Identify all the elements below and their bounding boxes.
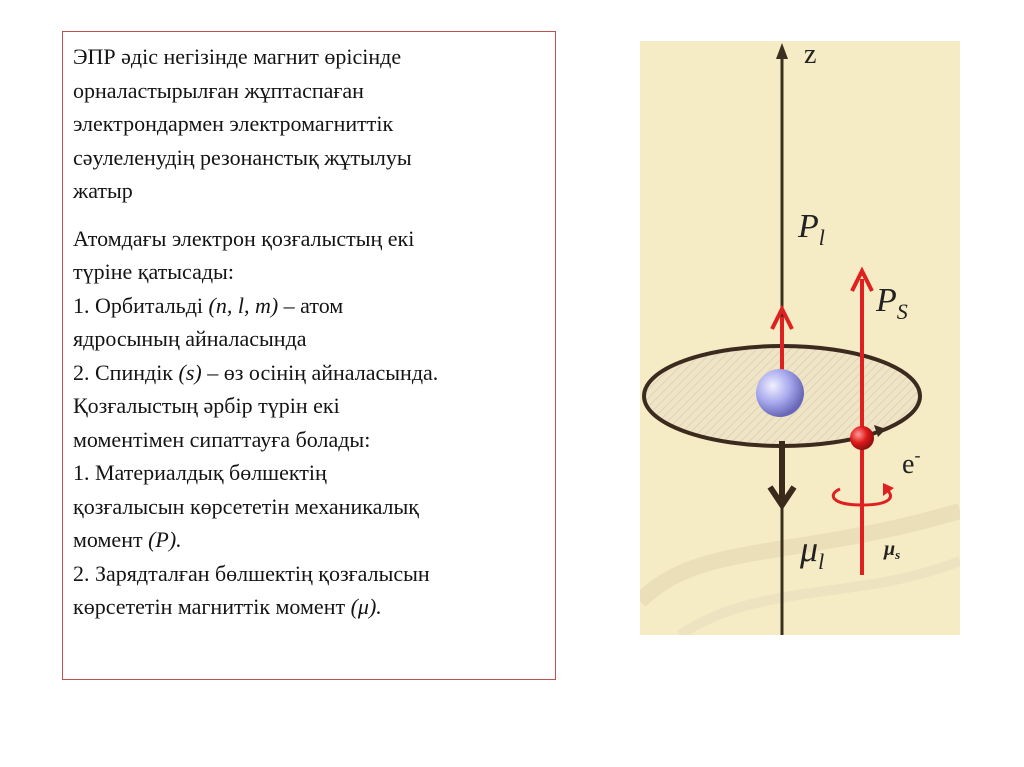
text-line: электрондармен электромагниттік — [73, 111, 394, 136]
electron-sphere — [850, 426, 874, 450]
text-line: қозғалысын көрсететін механикалық — [73, 493, 419, 519]
text-line: орналастырылған жұптаспаған — [73, 77, 364, 103]
electron-motion-diagram — [640, 41, 960, 635]
ps-label: $P_S$ — [876, 282, 908, 324]
text-fragment: 1. Орбитальді — [73, 292, 209, 318]
text-fragment: момент — [73, 527, 149, 552]
electron-label: e- — [902, 445, 921, 480]
text-fragment: көрсететін магниттік момент — [73, 594, 351, 619]
text-line: ЭПР әдіс негізінде магнит өрісінде — [73, 44, 402, 69]
text-fragment: – өз осінің айналасында. — [201, 359, 439, 385]
magnetic-moment-symbol: (μ). — [350, 594, 382, 619]
text-line: ядросының айналасында — [73, 326, 307, 351]
text-line: 2. Зарядталған бөлшектің қозғалысын — [73, 560, 430, 586]
momentum-symbol: (Р). — [148, 527, 182, 552]
text-line: жатыр — [73, 178, 133, 203]
text-box — [62, 31, 556, 680]
spin-number: (s) — [178, 359, 202, 385]
nucleus-sphere — [756, 369, 804, 417]
diagram-svg — [640, 41, 960, 635]
text-line: Қозғалыстың әрбір түрін екі — [73, 393, 340, 418]
pl-label: $P_l$ — [798, 208, 825, 250]
z-axis-arrowhead — [776, 43, 788, 59]
text-line: Атомдағы электрон қозғалыстың екі — [73, 225, 415, 251]
text-line: моментімен сипаттауға болады: — [73, 426, 371, 452]
mus-label: $\mu_s$ — [884, 538, 901, 562]
motion-paragraph — [73, 222, 555, 624]
quantum-numbers: (n, l, m) — [208, 292, 279, 318]
text-line — [73, 523, 555, 557]
intro-paragraph — [73, 40, 555, 208]
text-line: түріне қатысады: — [73, 259, 234, 284]
z-label: z — [804, 41, 817, 70]
text-fragment: 2. Спиндік — [73, 359, 179, 385]
text-fragment: – атом — [278, 292, 344, 318]
mul-label: $\mu_l$ — [800, 529, 825, 574]
text-line: сәулеленудің резонанстық жұтылуы — [73, 144, 412, 170]
text-line — [73, 590, 555, 624]
text-line — [73, 356, 555, 390]
text-line — [73, 289, 555, 323]
spin-rotation-arrowhead — [883, 483, 894, 496]
text-line: 1. Материалдық бөлшектің — [73, 460, 327, 485]
